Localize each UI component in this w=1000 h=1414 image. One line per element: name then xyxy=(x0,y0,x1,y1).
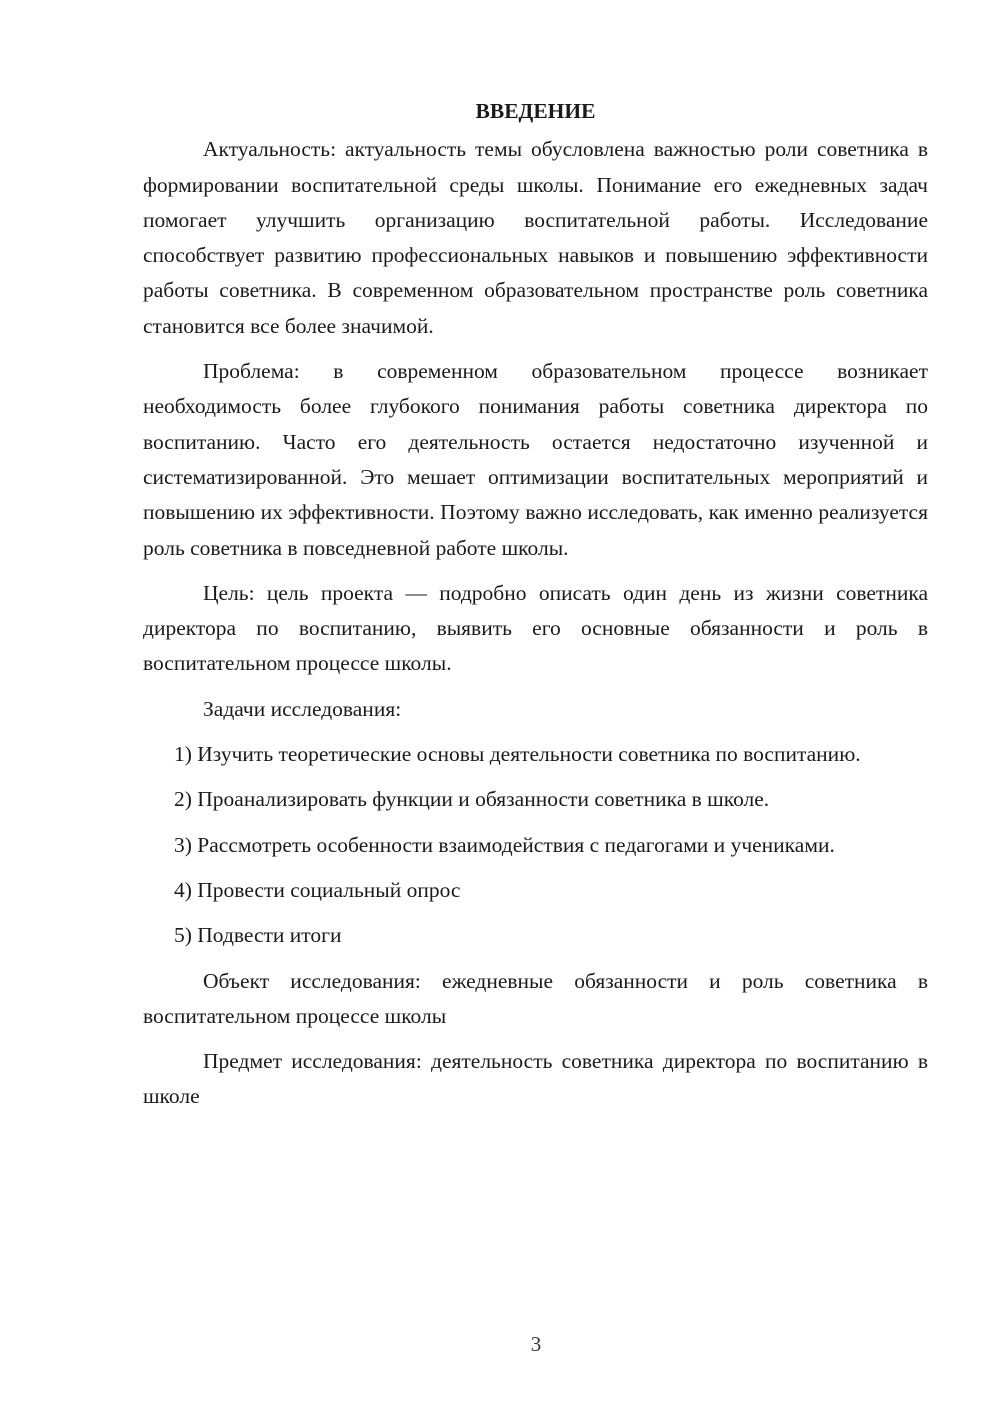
task-item: 3) Рассмотреть особенности взаимодействия с педагогами и учениками. xyxy=(174,832,835,857)
paragraph-relevance: Актуальность: актуальность темы обусловлена важностью роли советника в формировании воспитательной среды школы. Понимание его ежедневных задач помогает улучшить организацию воспитательной работы. Исследование способствует развитию профессиональных навыков и повышению эффективности работы советника. В современном образовательном пространстве роль советника становится все более значимой. xyxy=(143,137,928,338)
task-item: 4) Провести социальный опрос xyxy=(174,877,461,902)
paragraph-problem: Проблема: в современном образовательном процессе возникает необходимость более глубокого понимания работы советника директора по воспитанию. Часто его деятельность остается недостаточно изученной и систематизированной. Это мешает оптимизации воспитательных мероприятий и повышению их эффективности. Поэтому важно исследовать, как именно реализуется роль советника в повседневной работе школы. xyxy=(143,359,928,560)
tasks-title: Задачи исследования: xyxy=(203,696,402,721)
tasks-list xyxy=(143,737,928,953)
paragraph-object: Объект исследования: ежедневные обязанности и роль советника в воспитательном процессе школы xyxy=(143,968,928,1028)
document-page xyxy=(143,94,928,1125)
page-number: 3 xyxy=(530,1332,542,1356)
task-item: 1) Изучить теоретические основы деятельности советника по воспитанию. xyxy=(174,742,861,767)
paragraph-subject: Предмет исследования: деятельность советника директора по воспитанию в школе xyxy=(143,1049,928,1109)
task-item: 2) Проанализировать функции и обязанности советника в школе. xyxy=(174,787,770,812)
task-item: 5) Подвести итоги xyxy=(174,923,342,948)
section-heading: ВВЕДЕНИЕ xyxy=(475,99,596,123)
paragraph-goal: Цель: цель проекта — подробно описать один день из жизни советника директора по воспитанию, выявить его основные обязанности и роль в воспитательном процессе школы. xyxy=(143,580,928,676)
